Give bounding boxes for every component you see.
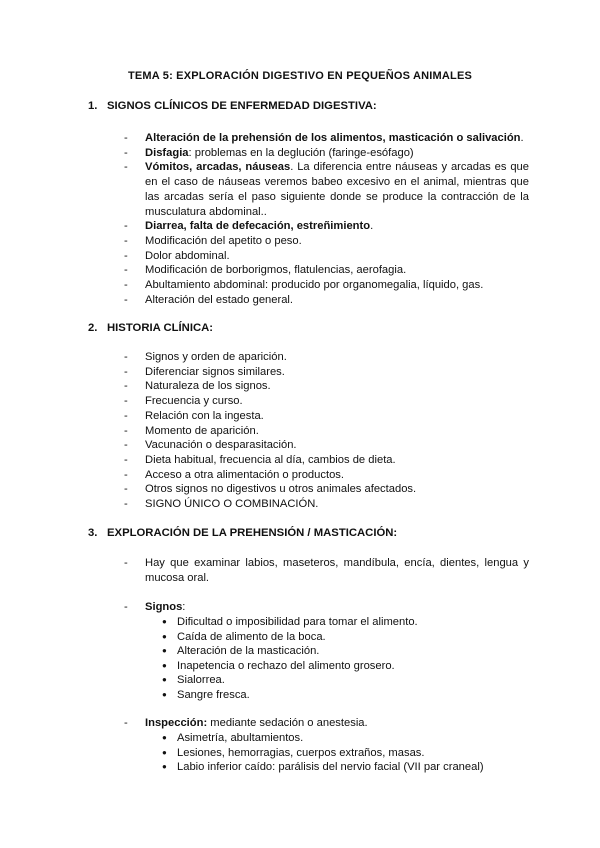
list-item: - Diferenciar signos similares.	[124, 365, 529, 380]
section-3-heading	[88, 527, 397, 539]
inspeccion-sublist	[162, 731, 532, 775]
list-item: - Relación con la ingesta.	[124, 409, 529, 424]
section-number: 1.	[88, 100, 98, 112]
list-item: - Signos:	[124, 600, 529, 615]
list-item: - Inspección: mediante sedación o anestesia.	[124, 716, 529, 731]
list-item: - Frecuencia y curso.	[124, 394, 529, 409]
list-item: - Vómitos, arcadas, náuseas. La diferencia entre náuseas y arcadas es que en el caso de náuseas veremos babeo excesivo en el animal, mientras que las arcadas sería el paso siguiente donde se produce la contracción de la musculatura abdominal..	[124, 160, 529, 219]
list-item: - Modificación del apetito o peso.	[124, 234, 529, 249]
list-item: ● Sangre fresca.	[162, 688, 532, 703]
list-item: - Diarrea, falta de defecación, estreñimiento.	[124, 219, 529, 234]
list-item: - Signos y orden de aparición.	[124, 350, 529, 365]
signos-sublist	[162, 615, 532, 703]
list-item: - Vacunación o desparasitación.	[124, 438, 529, 453]
list-item: - Naturaleza de los signos.	[124, 379, 529, 394]
list-item: - Dieta habitual, frecuencia al día, cambios de dieta.	[124, 453, 529, 468]
list-item: - Otros signos no digestivos u otros animales afectados.	[124, 482, 529, 497]
list-item: ● Asimetría, abultamientos.	[162, 731, 532, 746]
list-item: ● Labio inferior caído: parálisis del nervio facial (VII par craneal)	[162, 760, 532, 775]
list-item: ● Caída de alimento de la boca.	[162, 630, 532, 645]
list-item: - Hay que examinar labios, maseteros, mandíbula, encía, dientes, lengua y mucosa oral.	[124, 556, 529, 585]
list-item: - Modificación de borborigmos, flatulencias, aerofagia.	[124, 263, 529, 278]
list-item: - Abultamiento abdominal: producido por organomegalia, líquido, gas.	[124, 278, 529, 293]
section-1-heading	[88, 100, 377, 112]
section-2-heading	[88, 322, 213, 334]
document-title: TEMA 5: EXPLORACIÓN DIGESTIVO EN PEQUEÑOS ANIMALES	[127, 70, 473, 82]
signos-list	[124, 600, 529, 615]
historia-clinica-list	[124, 350, 529, 512]
list-item: - Momento de aparición.	[124, 424, 529, 439]
section-number: 2.	[88, 322, 98, 334]
section-number: 3.	[88, 527, 98, 539]
list-item: - Alteración de la prehensión de los alimentos, masticación o salivación.	[124, 131, 529, 146]
section-heading-text: EXPLORACIÓN DE LA PREHENSIÓN / MASTICACIÓN:	[107, 527, 398, 539]
list-item: - SIGNO ÚNICO O COMBINACIÓN.	[124, 497, 529, 512]
list-item: - Acceso a otra alimentación o productos.	[124, 468, 529, 483]
list-item: - Alteración del estado general.	[124, 293, 529, 308]
list-item: - Disfagia: problemas en la deglución (faringe-esófago)	[124, 146, 529, 161]
list-item: ● Inapetencia o rechazo del alimento grosero.	[162, 659, 532, 674]
section-heading-text: HISTORIA CLÍNICA:	[107, 322, 214, 334]
prehension-intro-list	[124, 556, 529, 585]
inspeccion-list	[124, 716, 529, 731]
list-item: ● Lesiones, hemorragias, cuerpos extraños, masas.	[162, 746, 532, 761]
list-item: ● Alteración de la masticación.	[162, 644, 532, 659]
signos-clinicos-list	[124, 131, 529, 307]
section-heading-text: SIGNOS CLÍNICOS DE ENFERMEDAD DIGESTIVA:	[107, 100, 377, 112]
list-item: ● Sialorrea.	[162, 673, 532, 688]
list-item: - Dolor abdominal.	[124, 249, 529, 264]
list-item: ● Dificultad o imposibilidad para tomar el alimento.	[162, 615, 532, 630]
